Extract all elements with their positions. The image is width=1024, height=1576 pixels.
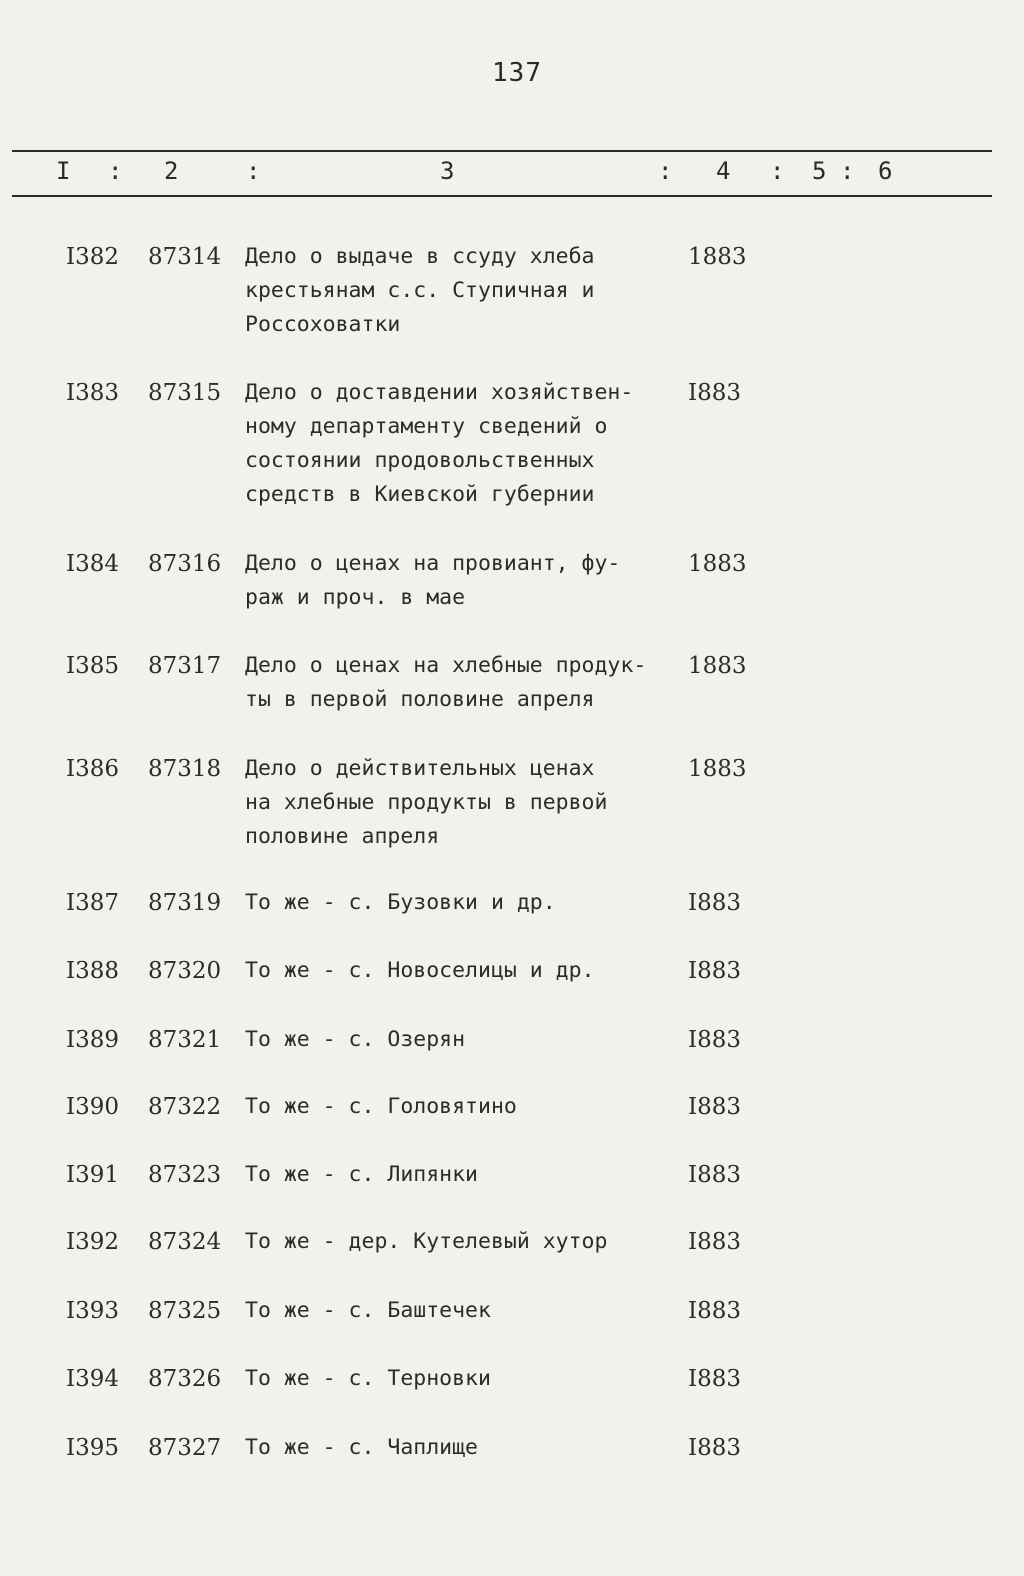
file-code: 87318: [148, 756, 222, 782]
header-rule-top: [12, 150, 992, 152]
description-line: То же - с. Озерян: [245, 1027, 466, 1052]
file-description: [245, 1294, 685, 1328]
row-number: I395: [66, 1435, 119, 1461]
description-line: То же - с. Головятино: [245, 1094, 517, 1119]
file-year: I883: [688, 1027, 741, 1053]
file-description: [245, 886, 685, 920]
description-line: То же - с. Липянки: [245, 1162, 478, 1187]
column-header-2: 2: [164, 157, 179, 185]
description-line: То же - с. Бузовки и др.: [245, 890, 556, 915]
description-line: Россоховатки: [245, 312, 401, 337]
file-description: [245, 1431, 685, 1465]
row-number: I391: [66, 1162, 119, 1188]
file-code: 87314: [148, 244, 222, 270]
row-number: I388: [66, 958, 119, 984]
file-year: 1883: [688, 756, 747, 782]
description-line: на хлебные продукты в первой: [245, 790, 608, 815]
row-number: I384: [66, 551, 119, 577]
column-header-4: 4: [716, 157, 731, 185]
file-year: I883: [688, 1229, 741, 1255]
file-code: 87316: [148, 551, 222, 577]
file-code: 87327: [148, 1435, 222, 1461]
file-description: [245, 1225, 685, 1259]
description-line: раж и проч. в мае: [245, 585, 466, 610]
description-line: состоянии продовольственных: [245, 448, 595, 473]
file-year: I883: [688, 1298, 741, 1324]
file-description: [245, 376, 685, 512]
file-year: I883: [688, 1366, 741, 1392]
column-header-5: 5: [812, 157, 827, 185]
file-code: 87322: [148, 1094, 222, 1120]
row-number: I392: [66, 1229, 119, 1255]
description-line: То же - дер. Кутелевый хутор: [245, 1229, 608, 1254]
file-description: [245, 649, 685, 717]
file-description: [245, 240, 685, 342]
row-number: I387: [66, 890, 119, 916]
file-year: I883: [688, 1094, 741, 1120]
file-description: [245, 1090, 685, 1124]
description-line: Дело о ценах на хлебные продук-: [245, 653, 647, 678]
page-number: 137: [492, 58, 542, 88]
file-year: 1883: [688, 653, 747, 679]
file-year: I883: [688, 1435, 741, 1461]
column-separator-4: :: [770, 157, 785, 185]
file-description: [245, 1362, 685, 1396]
file-code: 87325: [148, 1298, 222, 1324]
file-year: I883: [688, 890, 741, 916]
file-description: [245, 954, 685, 988]
description-line: средств в Киевской губернии: [245, 482, 595, 507]
row-number: I386: [66, 756, 119, 782]
row-number: I382: [66, 244, 119, 270]
row-number: I383: [66, 380, 119, 406]
file-year: 1883: [688, 244, 747, 270]
file-description: [245, 547, 685, 615]
row-number: I393: [66, 1298, 119, 1324]
file-code: 87315: [148, 380, 222, 406]
file-code: 87321: [148, 1027, 222, 1053]
file-description: [245, 752, 685, 854]
file-code: 87324: [148, 1229, 222, 1255]
description-line: крестьянам с.с. Ступичная и: [245, 278, 595, 303]
column-separator-1: :: [108, 157, 123, 185]
description-line: Дело о выдаче в ссуду хлеба: [245, 244, 595, 269]
file-year: 1883: [688, 551, 747, 577]
description-line: половине апреля: [245, 824, 440, 849]
row-number: I390: [66, 1094, 119, 1120]
row-number: I394: [66, 1366, 119, 1392]
file-code: 87317: [148, 653, 222, 679]
column-header-1: I: [56, 157, 71, 185]
description-line: То же - с. Баштечек: [245, 1298, 491, 1323]
column-separator-5: :: [840, 157, 855, 185]
file-year: I883: [688, 958, 741, 984]
header-rule-bottom: [12, 195, 992, 197]
column-separator-3: :: [658, 157, 673, 185]
description-line: То же - с. Новоселицы и др.: [245, 958, 595, 983]
description-line: ному департаменту сведений о: [245, 414, 608, 439]
description-line: Дело о действительных ценах: [245, 756, 595, 781]
description-line: То же - с. Чаплище: [245, 1435, 478, 1460]
row-number: I385: [66, 653, 119, 679]
description-line: Дело о ценах на провиант, фу-: [245, 551, 621, 576]
file-code: 87326: [148, 1366, 222, 1392]
row-number: I389: [66, 1027, 119, 1053]
column-separator-2: :: [246, 157, 261, 185]
description-line: То же - с. Терновки: [245, 1366, 491, 1391]
column-header-6: 6: [878, 157, 893, 185]
file-year: I883: [688, 1162, 741, 1188]
file-description: [245, 1023, 685, 1057]
file-description: [245, 1158, 685, 1192]
description-line: Дело о доставдении хозяйствен-: [245, 380, 634, 405]
file-year: I883: [688, 380, 741, 406]
file-code: 87320: [148, 958, 222, 984]
column-header-3: 3: [440, 157, 455, 185]
file-code: 87319: [148, 890, 222, 916]
file-code: 87323: [148, 1162, 222, 1188]
description-line: ты в первой половине апреля: [245, 687, 595, 712]
